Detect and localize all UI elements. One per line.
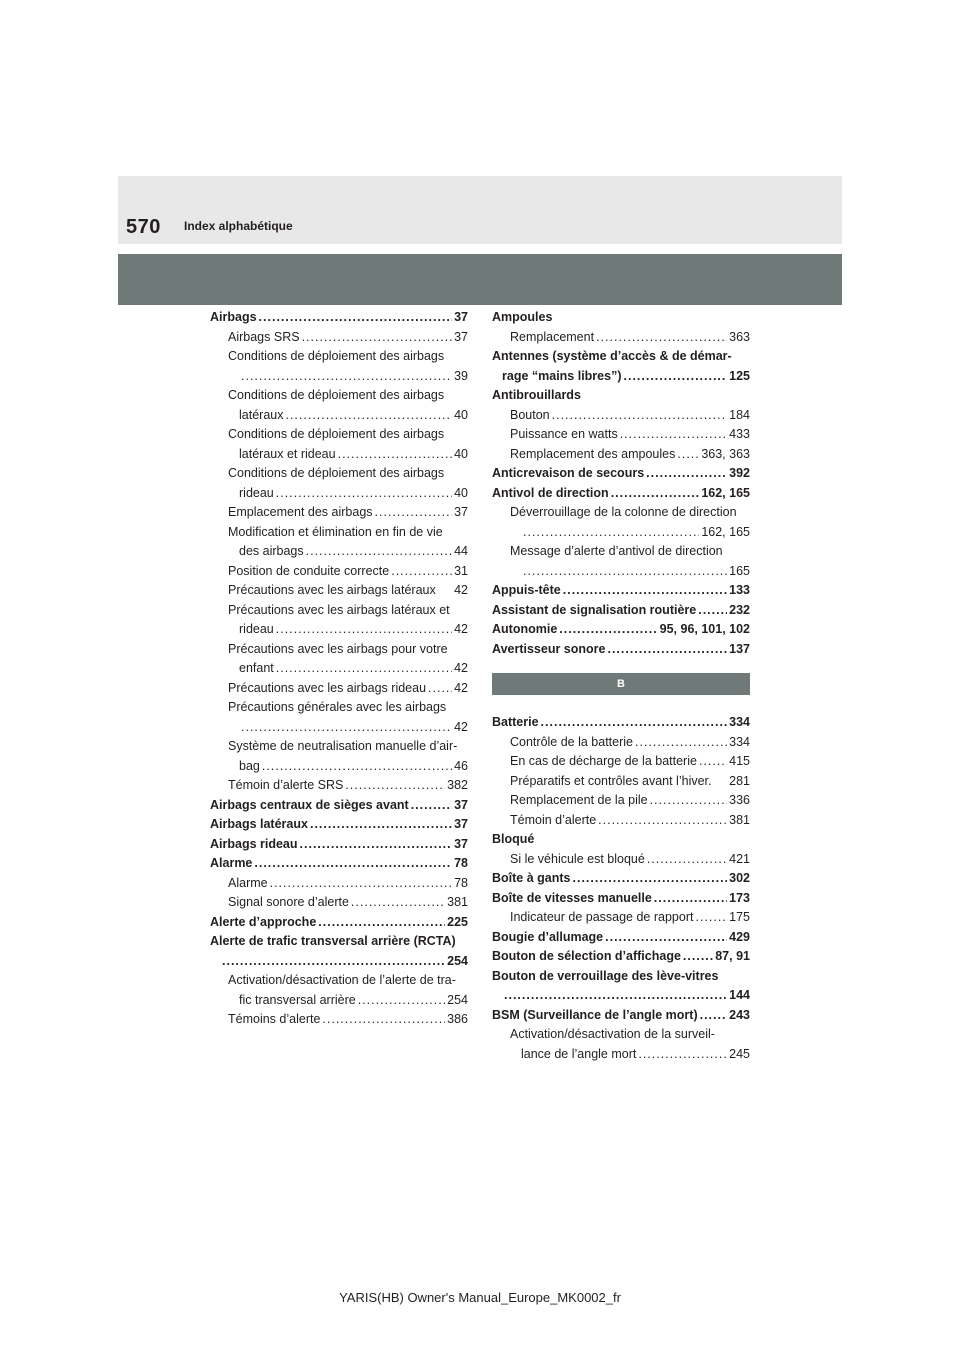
leader-dots [345,776,445,796]
index-entry-text: enfant [239,661,274,675]
index-page-number: 381 [447,895,468,909]
index-entry-text: rideau [239,622,274,636]
index-page-number: 42 [454,661,468,675]
index-entry-text: Témoin d’alerte SRS [228,778,344,792]
index-entry [210,308,468,328]
index-entry-text: Alarme [228,875,268,890]
header-dark-band [118,254,842,305]
leader-dots [654,889,727,909]
index-entry [210,815,468,835]
index-page-number: 382 [447,778,468,792]
index-entry [492,386,750,406]
index-subentry [210,640,468,679]
index-page-number: 95, 96, 101, 102 [659,622,750,636]
index-entry-text: Activation/désactivation de l’alerte de tra- [228,973,456,987]
index-entry-text: Déverrouillage de la colonne de direction [510,505,737,519]
index-entry-text: Précautions avec les airbags latéraux et [228,602,450,617]
leader-dots [504,986,727,1006]
index-subentry [210,971,468,1010]
footer-manual-id: YARIS(HB) Owner's Manual_Europe_MK0002_fr [339,1290,621,1305]
index-page-number: 363, 363 [701,446,750,461]
leader-dots [300,835,453,855]
leader-dots [635,733,727,753]
index-subentry [492,908,750,928]
leader-dots [310,815,452,835]
leader-dots [624,367,728,387]
index-subentry [210,581,468,601]
index-page-number: 37 [454,310,468,324]
index-page-number: 386 [447,1012,468,1026]
index-entry-text: Boîte de vitesses manuelle [492,890,652,905]
index-subentry [210,679,468,699]
leader-dots [605,928,727,948]
index-entry-text: Ampoules [492,310,553,324]
leader-dots [523,562,727,582]
index-page-number: 381 [729,812,750,827]
index-subentry [210,874,468,894]
leader-dots [391,562,452,582]
index-subentry [210,523,468,562]
leader-dots [573,869,728,889]
leader-dots [276,620,452,640]
index-entry [492,947,750,967]
index-page-number: 415 [729,754,750,768]
leader-dots [270,874,453,894]
index-page-number: 254 [447,953,468,968]
index-page-number: 40 [454,446,468,461]
index-entry-text: Autonomie [492,622,558,636]
leader-dots [650,791,728,811]
index-page-number: 133 [729,583,750,597]
leader-dots [523,523,699,543]
index-page-number: 433 [729,427,750,441]
index-column-right [492,308,750,1064]
index-entry-text: BSM (Surveillance de l’angle mort) [492,1007,698,1022]
index-page-number: 162, 165 [701,485,750,500]
index-page-number: 243 [729,1007,750,1022]
index-subentry [210,1010,468,1030]
index-page-number: 421 [729,851,750,866]
index-entry-text: Remplacement des ampoules [510,446,676,461]
leader-dots [647,850,727,870]
index-entry-text: Remplacement [510,329,595,344]
leader-dots [222,952,445,972]
leader-dots [607,640,727,660]
section-title: Index alphabétique [184,219,293,233]
leader-dots [620,425,727,445]
leader-dots [559,620,657,640]
leader-dots [695,908,727,928]
header-band [118,176,842,244]
index-subentry [210,562,468,582]
leader-dots [254,854,452,874]
index-entry-text: Conditions de déploiement des airbags [228,466,445,480]
index-subentry [492,850,750,870]
index-page-number: 37 [454,797,468,812]
leader-dots [375,503,453,523]
index-page-number: 392 [729,466,750,480]
leader-dots [302,328,453,348]
index-subentry [210,386,468,425]
index-entry [210,835,468,855]
index-entry-text: rage “mains libres”) [502,368,622,383]
index-page-number: 37 [454,836,468,851]
leader-dots [285,406,452,426]
index-page-number: 31 [454,563,468,578]
index-entry-text: Bouton de sélection d’affichage [492,949,681,963]
index-entry-text: fic transversal arrière [239,992,356,1007]
index-page-number: 39 [454,368,468,383]
index-entry-text: En cas de décharge de la batterie [510,754,697,768]
index-entry-text: rideau [239,485,274,500]
leader-dots [563,581,727,601]
leader-dots [646,464,727,484]
index-entry-text: Précautions avec les airbags rideau [228,680,427,695]
index-subentry [210,425,468,464]
leader-dots [611,484,700,504]
index-entry-text: lance de l’angle mort [521,1046,637,1061]
index-entry-text: Emplacement des airbags [228,505,373,519]
index-entry-text: latéraux [239,407,284,422]
index-entry-text: Contrôle de la batterie [510,734,633,749]
leader-dots [638,1045,727,1065]
index-entry-text: Indicateur de passage de rapport [510,910,694,924]
index-subentry [492,791,750,811]
index-group-b [492,713,750,1064]
index-entry-text: Airbags SRS [228,329,300,344]
index-subentry [492,811,750,831]
index-page-number: 336 [729,793,750,807]
leader-dots [276,484,452,504]
index-subentry [210,893,468,913]
index-page-number: 42 [454,622,468,636]
index-entry-text: Activation/désactivation de la surveil- [510,1027,715,1041]
index-entry-text: Airbags [210,310,257,324]
index-entry-text: Conditions de déploiement des airbags [228,349,445,363]
index-entry-text: Alerte d’approche [210,914,317,929]
index-entry-text: Bloqué [492,832,535,846]
index-page-number: 184 [729,407,750,422]
index-page-number: 165 [729,563,750,578]
leader-dots [598,811,727,831]
index-page-number: 173 [729,890,750,905]
index-entry-text: Témoin d’alerte [510,812,597,827]
index-page-number: 137 [729,641,750,656]
index-entry-text: Modification et élimination en fin de vie [228,524,443,539]
index-subentry [492,772,750,792]
index-entry-text: Anticrevaison de secours [492,466,645,480]
index-entry [492,830,750,850]
page-number: 570 [126,216,161,238]
index-entry [492,928,750,948]
index-entry-text: Message d’alerte d’antivol de direction [510,544,723,558]
index-page-number: 37 [454,505,468,519]
index-entry-text: Bouton [510,407,550,422]
index-subentry [210,503,468,523]
index-entry-text: Précautions avec les airbags pour votre [228,641,448,656]
index-entry-text: Appuis-tête [492,583,561,597]
index-subentry [210,464,468,503]
leader-dots [552,406,728,426]
leader-dots [338,445,453,465]
index-page-number: 302 [729,871,750,885]
leader-dots [318,913,445,933]
index-column-left [210,308,468,1030]
index-page-number: 78 [454,856,468,870]
index-entry-text: Airbags latéraux [210,817,308,831]
index-entry-text: Témoins d’alerte [228,1012,321,1026]
index-page-number: 44 [454,544,468,558]
index-page-number: 225 [447,914,468,929]
leader-dots [306,542,452,562]
index-page-number: 37 [454,329,468,344]
index-page-number: 78 [454,875,468,890]
leader-dots [699,752,727,772]
index-subentry [210,698,468,737]
index-subentry [492,328,750,348]
index-subentry [492,733,750,753]
index-page-number: 363 [729,329,750,344]
index-entry-text: Remplacement de la pile [510,793,648,807]
index-subentry [210,328,468,348]
index-entry-text: Avertisseur sonore [492,641,606,656]
leader-dots [241,367,452,387]
index-subentry [492,503,750,542]
index-page-number: 334 [729,734,750,749]
index-entry-text: Puissance en watts [510,427,618,441]
leader-dots [262,757,452,777]
index-subentry [210,347,468,386]
leader-dots [358,991,445,1011]
index-entry-text: Signal sonore d’alerte [228,895,349,909]
index-page-number: 144 [729,988,750,1002]
index-page-number: 162, 165 [701,524,750,539]
leader-dots [259,308,453,328]
index-entry-text: Alarme [210,856,253,870]
index-entry-text: Bouton de verrouillage des lève-vitres [492,968,719,983]
index-entry [492,713,750,733]
index-entry [210,854,468,874]
index-page-number: 334 [729,715,750,729]
index-page-number: 42 [454,719,468,734]
leader-dots [677,445,699,465]
index-subentry [492,542,750,581]
index-page-number: 42 [454,583,468,597]
index-page-number: 232 [729,602,750,617]
leader-dots [541,713,728,733]
index-subentry [492,425,750,445]
index-entry [492,889,750,909]
index-subentry [492,752,750,772]
index-entry-text: des airbags [239,544,304,558]
index-subentry [492,1025,750,1064]
index-entry-text: Antibrouillards [492,388,581,402]
leader-dots [411,796,452,816]
index-group-a-continued [492,308,750,659]
index-entry [492,464,750,484]
index-page-number: 40 [454,407,468,422]
index-entry-text: Système de neutralisation manuelle d’air- [228,739,458,753]
index-entry-text: Si le véhicule est bloqué [510,851,645,866]
index-entry-text: Position de conduite correcte [228,563,390,578]
index-entry [492,1006,750,1026]
index-entry [492,869,750,889]
index-page-number: 245 [729,1046,750,1061]
index-entry-text: Précautions générales avec les airbags [228,700,447,714]
index-entry-text: Conditions de déploiement des airbags [228,388,445,402]
index-page-number: 42 [454,680,468,695]
index-page-number: 87, 91 [715,949,750,963]
leader-dots [428,679,452,699]
index-subentry [492,445,750,465]
index-page-number: 125 [729,368,750,383]
index-entry-text: latéraux et rideau [239,446,336,461]
index-page-number: 429 [729,929,750,944]
leader-dots [596,328,727,348]
index-entry [492,620,750,640]
index-subentry [492,406,750,426]
index-entry [492,640,750,660]
index-subentry [210,601,468,640]
leader-dots [700,1006,728,1026]
index-entry [492,581,750,601]
leader-dots [241,718,452,738]
index-entry-text: Alerte de trafic transversal arrière (RCTA) [210,934,456,948]
index-entry [492,484,750,504]
index-entry-text: Préparatifs et contrôles avant l’hiver. [510,773,712,788]
leader-dots [683,947,713,967]
index-entry-text: Antennes (système d’accès & de démar- [492,349,732,363]
index-entry-text: Précautions avec les airbags latéraux [228,583,436,597]
index-entry-text: Airbags centraux de sièges avant [210,797,409,812]
index-entry-text: Bougie d’allumage [492,929,604,944]
index-page-number: 175 [729,910,750,924]
index-entry [210,932,468,971]
leader-dots [276,659,452,679]
index-entry [492,967,750,1006]
index-page-number: 37 [454,817,468,831]
index-page-number: 254 [447,992,468,1007]
index-entry [210,796,468,816]
index-entry [492,347,750,386]
index-entry-text: Antivol de direction [492,485,609,500]
leader-dots [351,893,445,913]
index-entry-text: Batterie [492,715,539,729]
index-entry-text: Airbags rideau [210,836,298,851]
index-entry [492,308,750,328]
index-entry-text: Assistant de signalisation routière [492,602,697,617]
index-page-number: 40 [454,485,468,500]
index-subentry [210,737,468,776]
index-entry-text: Conditions de déploiement des airbags [228,427,445,441]
index-page-number: 46 [454,758,468,773]
index-subentry [210,776,468,796]
index-entry-text: Boîte à gants [492,871,571,885]
index-entry [492,601,750,621]
leader-dots [322,1010,445,1030]
index-entry-text: bag [239,758,260,773]
letter-divider-b: B [492,673,750,695]
index-entry [210,913,468,933]
index-page-number: 281 [729,773,750,788]
leader-dots [698,601,727,621]
